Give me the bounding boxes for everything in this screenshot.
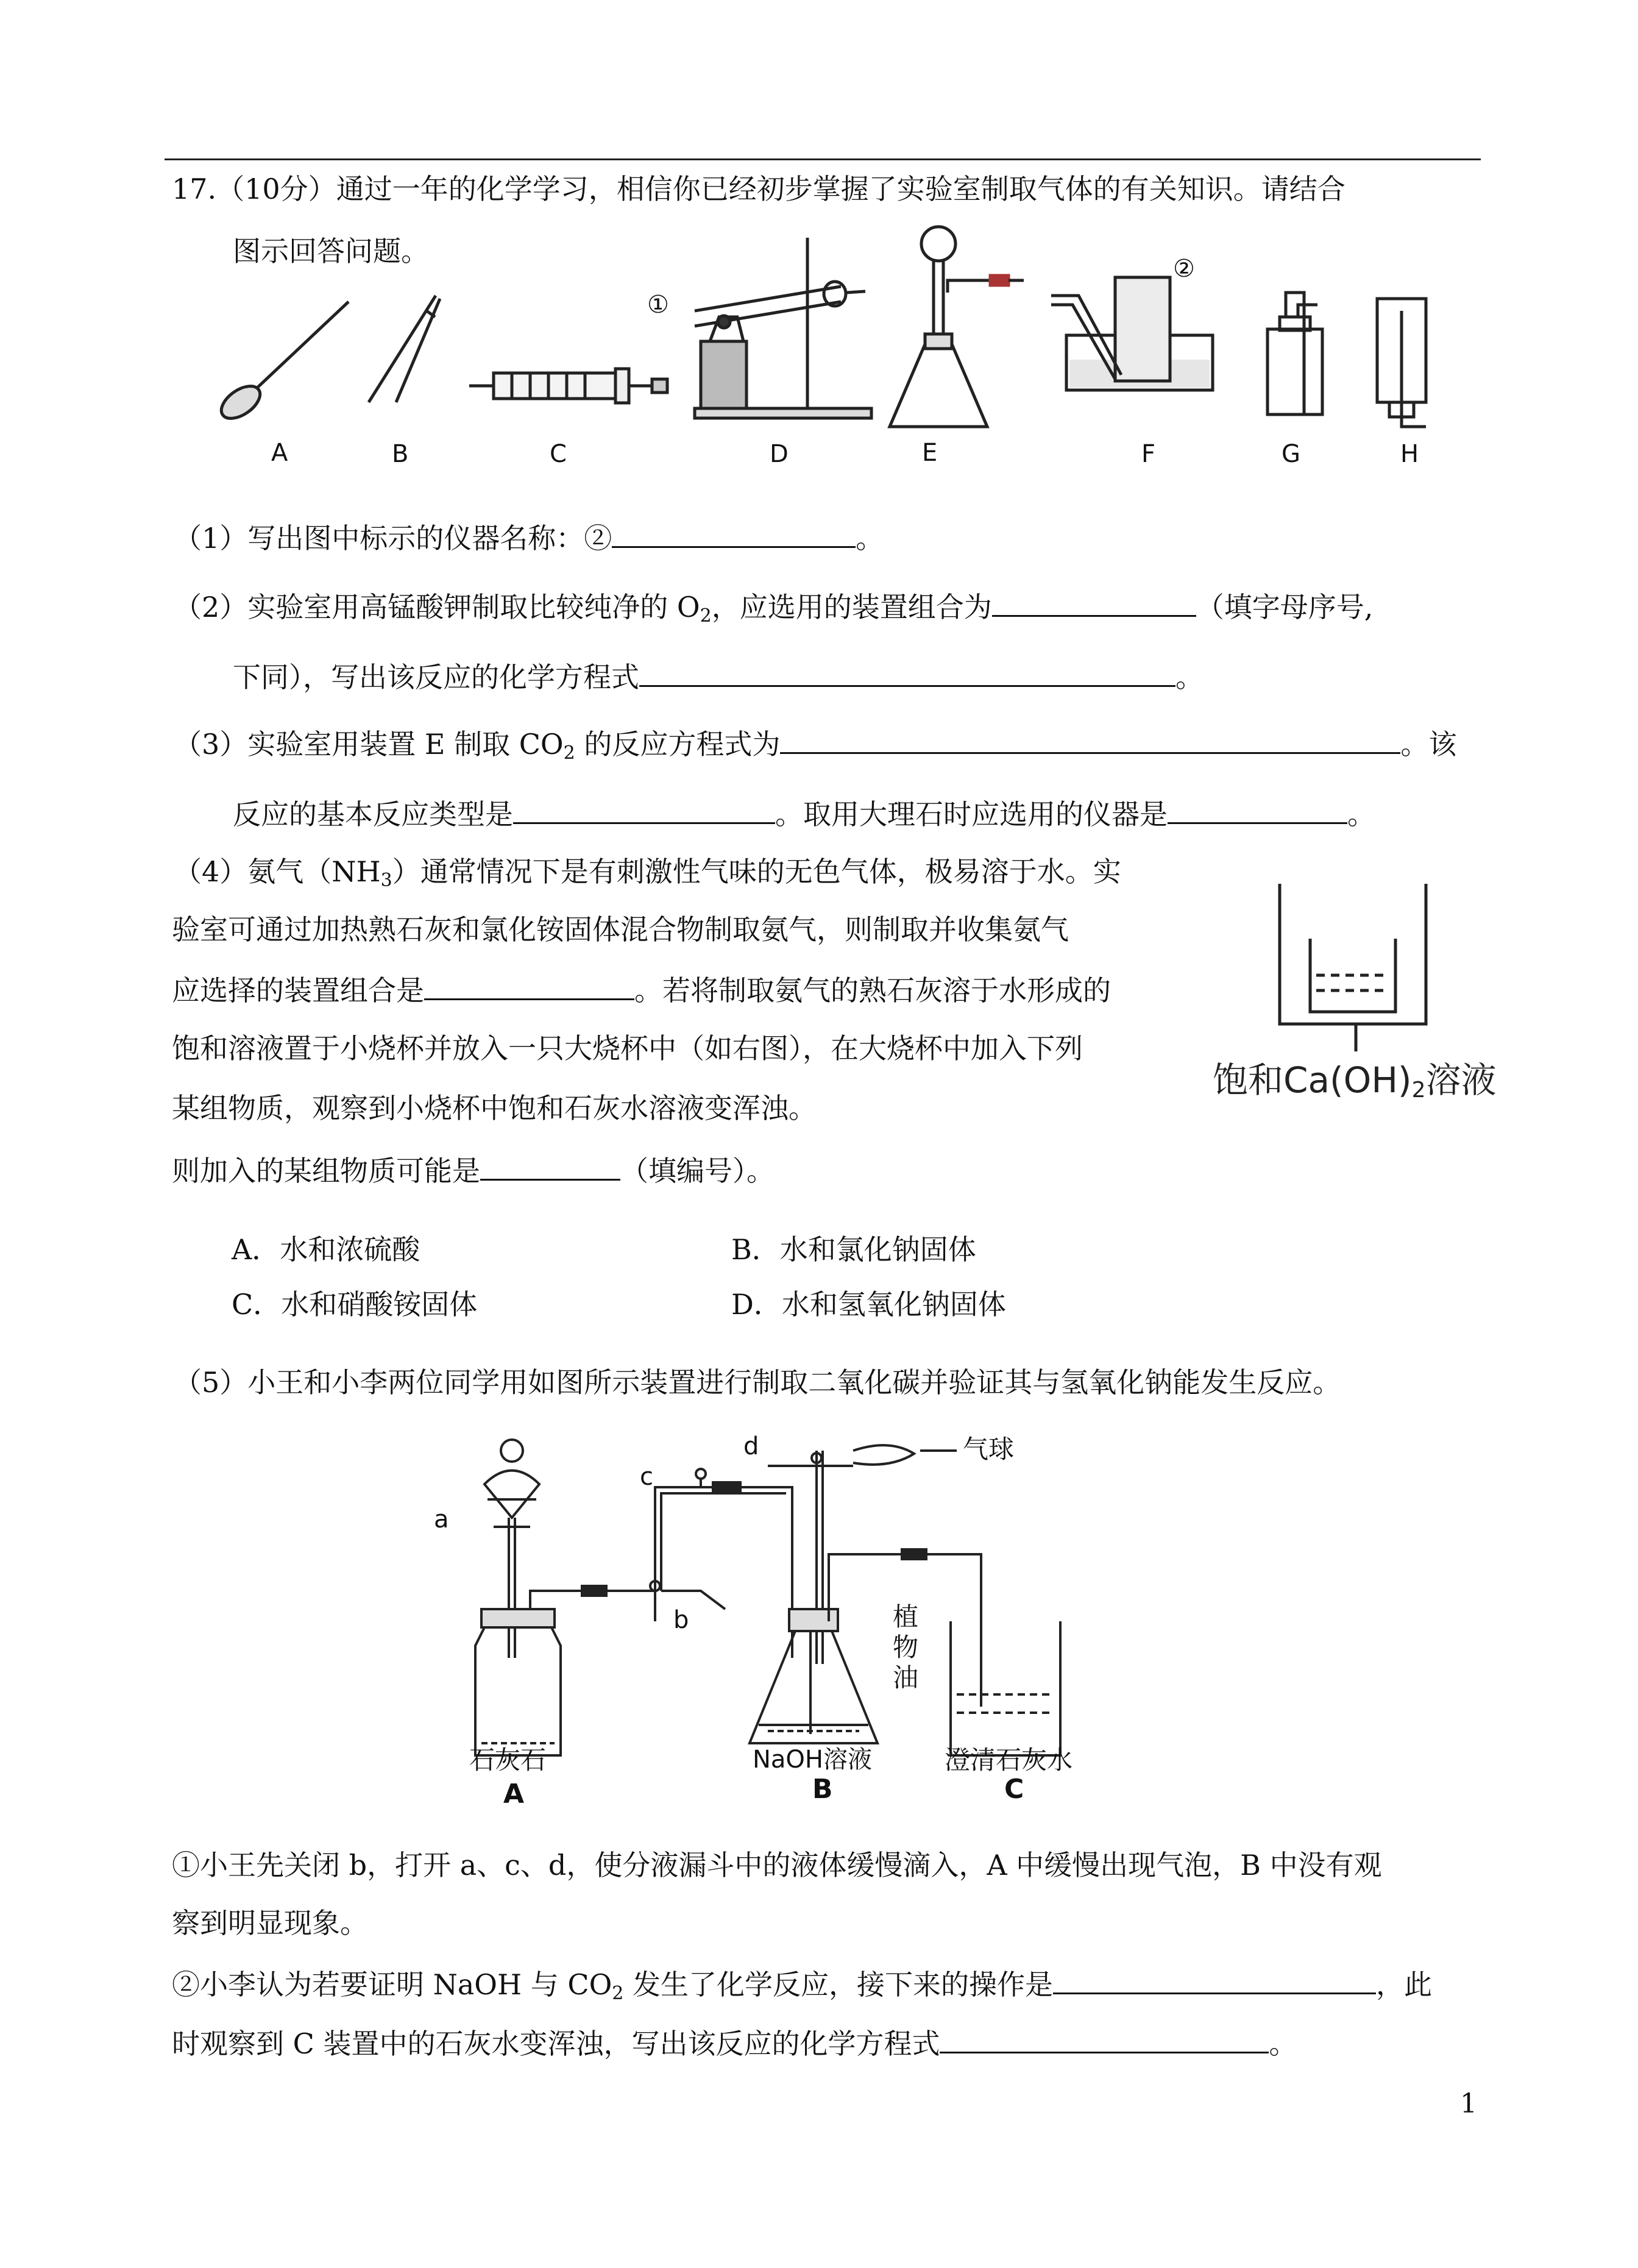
q1-line: （1）写出图中标示的仪器名称：② 。 bbox=[174, 519, 884, 556]
option-b[interactable]: B．水和氯化钠固体 bbox=[731, 1233, 976, 1266]
fig-caption-a: 石灰石 bbox=[469, 1745, 547, 1775]
label-b: B bbox=[392, 440, 409, 468]
fig-label-oil-2: 物 bbox=[893, 1632, 919, 1662]
label-c: C bbox=[550, 440, 567, 468]
q4-choice-blank[interactable] bbox=[480, 1152, 620, 1181]
q5-step2-cont: 时观察到 C 装置中的石灰水变浑浊，写出该反应的化学方程式 。 bbox=[172, 2025, 1297, 2062]
option-c[interactable]: C．水和硝酸铵固体 bbox=[232, 1288, 478, 1321]
beaker-caption: 饱和$Ca(OH)_2$溶液 bbox=[1213, 1059, 1497, 1103]
q4-line4: 饱和溶液置于小烧杯并放入一只大烧杯中（如右图），在大烧杯中加入下列 bbox=[172, 1032, 1083, 1065]
question-header: 17.（10分）通过一年的化学学习，相信你已经初步掌握了实验室制取气体的有关知识。请结合 bbox=[172, 172, 1346, 205]
apparatus-e-flask bbox=[890, 227, 1024, 427]
q2-equation-blank[interactable] bbox=[639, 658, 1175, 687]
fig-label-balloon: 气球 bbox=[963, 1434, 1015, 1464]
beaker-figure bbox=[1261, 878, 1444, 1061]
fig-label-oil-3: 油 bbox=[893, 1663, 919, 1693]
page-number: 1 bbox=[1460, 2088, 1477, 2119]
q1-answer-blank[interactable] bbox=[612, 519, 856, 548]
fig-letter-b: B bbox=[812, 1774, 833, 1805]
apparatus-d-heating bbox=[695, 238, 871, 418]
q4-line3: 应选择的装置组合是 。若将制取氨气的熟石灰溶于水形成的 bbox=[172, 972, 1111, 1009]
q5-line: （5）小王和小李两位同学用如图所示装置进行制取二氧化碳并验证其与氢氧化钠能发生反应。 bbox=[174, 1366, 1341, 1399]
label-g: G bbox=[1282, 440, 1300, 468]
question-header-cont: 图示回答问题。 bbox=[233, 235, 429, 268]
fig-letter-c: C bbox=[1004, 1774, 1024, 1805]
q2-line2: 下同），写出该反应的化学方程式 。 bbox=[233, 658, 1204, 695]
fig-label-a: a bbox=[434, 1505, 449, 1534]
label-a: A bbox=[271, 439, 288, 467]
q3-line2: 反应的基本反应类型是 。取用大理石时应选用的仪器是 。 bbox=[233, 795, 1375, 833]
q5-operation-blank[interactable] bbox=[1053, 1966, 1376, 1994]
q5-step1: ①小王先关闭 b，打开 a、c、d，使分液漏斗中的液体缓慢滴入，A 中缓慢出现气泡，B 中没有观 bbox=[172, 1849, 1382, 1882]
q4-line5: 某组物质，观察到小烧杯中饱和石灰水溶液变浑浊。 bbox=[172, 1092, 817, 1125]
apparatus-c-syringe bbox=[469, 369, 667, 403]
fig-label-b: b bbox=[673, 1606, 689, 1634]
marker-1: ① bbox=[647, 291, 669, 319]
label-e: E bbox=[922, 439, 938, 467]
q5-step1-cont: 察到明显现象。 bbox=[172, 1907, 368, 1939]
q5-equation-blank[interactable] bbox=[940, 2025, 1269, 2053]
option-d[interactable]: D．水和氢氧化钠固体 bbox=[731, 1288, 1006, 1321]
fig-letter-a: A bbox=[503, 1779, 525, 1810]
label-h: H bbox=[1400, 440, 1419, 468]
q3-equation-blank[interactable] bbox=[780, 725, 1400, 754]
fig-caption-c: 澄清石灰水 bbox=[945, 1745, 1073, 1775]
q3-instrument-blank[interactable] bbox=[1168, 795, 1347, 824]
label-f: F bbox=[1141, 440, 1156, 468]
label-d: D bbox=[770, 440, 789, 468]
q3-line: （3）实验室用装置 E 制取 $CO_2$ 的反应方程式为 。该 bbox=[174, 725, 1456, 763]
apparatus-a-spoon bbox=[216, 302, 349, 425]
fig-label-c: c bbox=[640, 1463, 653, 1491]
q3-type-blank[interactable] bbox=[513, 795, 775, 824]
apparatus-g-bottle bbox=[1268, 293, 1322, 414]
q4-line1: （4）氨气$(NH_3)$通常情况下是有刺激性气味的无色气体，极易溶于水。实 bbox=[174, 855, 1121, 891]
fig-label-oil-1: 植 bbox=[893, 1602, 919, 1632]
apparatus-b-tongs bbox=[369, 296, 440, 402]
top-rule bbox=[165, 158, 1481, 160]
q2-line: （2）实验室用高锰酸钾制取比较纯净的 $O_2$，应选用的装置组合为 （填字母序号, bbox=[174, 588, 1373, 625]
q5-step2: ②小李认为若要证明 NaOH 与 $CO_2$ 发生了化学反应，接下来的操作是 ，此 bbox=[172, 1966, 1432, 2003]
fig-caption-b: NaOH溶液 bbox=[753, 1746, 872, 1774]
option-a[interactable]: A．水和浓硫酸 bbox=[232, 1233, 420, 1266]
marker-2: ② bbox=[1173, 255, 1195, 283]
q4-line6: 则加入的某组物质可能是 （填编号）。 bbox=[172, 1152, 775, 1189]
fig-label-d: d bbox=[743, 1432, 759, 1460]
q2-combo-blank[interactable] bbox=[992, 588, 1196, 617]
apparatus-f-trough bbox=[1051, 277, 1213, 390]
apparatus-h-bottle bbox=[1377, 299, 1426, 427]
q4-line2: 验室可通过加热熟石灰和氯化铵固体混合物制取氨气，则制取并收集氨气 bbox=[172, 913, 1069, 946]
q4-combo-blank[interactable] bbox=[424, 972, 634, 1000]
